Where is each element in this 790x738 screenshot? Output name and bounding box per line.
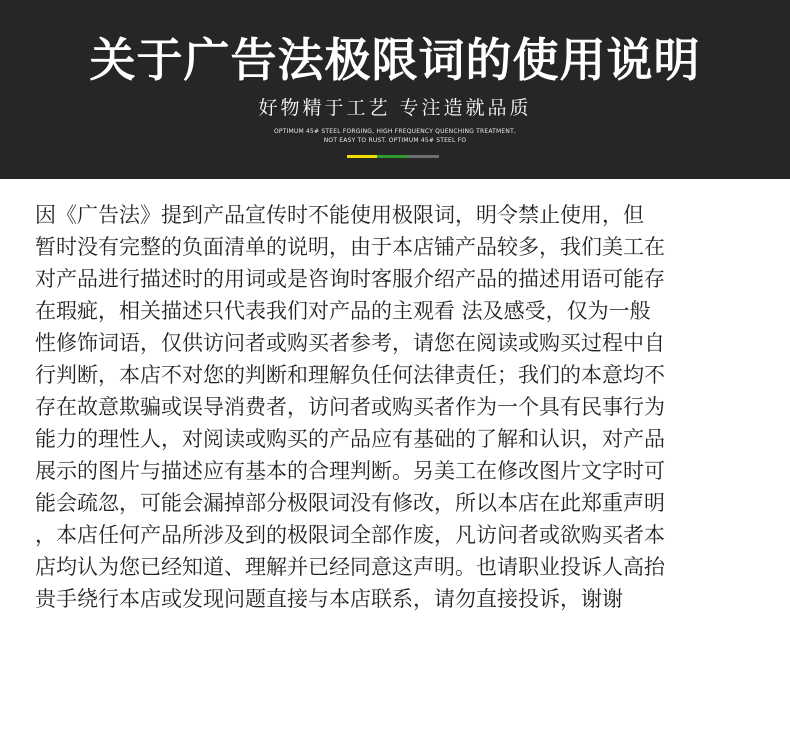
description-line-7: 存在故意欺骗或误导消费者，访问者或购买者作为一个具有民事行为	[35, 395, 665, 419]
description-line-10: 能会疏忽，可能会漏掉部分极限词没有修改，所以本店在此郑重声明	[35, 491, 665, 515]
description-line-9: 展示的图片与描述应有基本的合理判断。另美工在修改图片文字时可	[35, 459, 665, 483]
green-bar-segment	[377, 155, 407, 158]
description-line-2: 暂时没有完整的负面清单的说明，由于本店铺产品较多，我们美工在	[35, 235, 665, 259]
gray-bar-segment	[407, 155, 439, 158]
description-line-8: 能力的理性人，对阅读或购买的产品应有基础的了解和认识，对产品	[35, 427, 665, 451]
banner-subtitle: 好物精于工艺 专注造就品质	[258, 97, 532, 119]
description-line-3: 对产品进行描述时的用词或是咨询时客服介绍产品的描述用语可能存	[35, 267, 665, 291]
banner-english-line-2: NOT EASY TO RUST. OPTIMUM 45# STEEL FO	[323, 137, 467, 144]
yellow-bar-segment	[347, 155, 377, 158]
description-line-12: 店均认为您已经知道、理解并已经同意这声明。也请职业投诉人高抬	[35, 555, 665, 579]
description-line-13: 贵手绕行本店或发现问题直接与本店联系，请勿直接投诉，谢谢	[35, 587, 623, 611]
description-line-1: 因《广告法》提到产品宣传时不能使用极限词，明令禁止使用，但	[35, 203, 644, 227]
description-text	[35, 199, 757, 615]
description-line-5: 性修饰词语，仅供访问者或购买者参考，请您在阅读或购买过程中自	[35, 331, 665, 355]
banner-color-bar	[347, 155, 439, 158]
description-line-11: ，本店任何产品所涉及到的极限词全部作废，凡访问者或欲购买者本	[35, 523, 665, 547]
description-line-4: 在瑕疵，相关描述只代表我们对产品的主观看 法及感受，仅为一般	[35, 299, 651, 323]
banner-english-line-1: OPTIMUM 45# STEEL FORGING, HIGH FREQUENCY QUENCHING TREATMENT,	[273, 128, 517, 135]
header-banner	[0, 0, 790, 179]
description-line-6: 行判断，本店不对您的判断和理解负任何法律责任；我们的本意均不	[35, 363, 665, 387]
banner-title: 关于广告法极限词的使用说明	[89, 33, 701, 87]
